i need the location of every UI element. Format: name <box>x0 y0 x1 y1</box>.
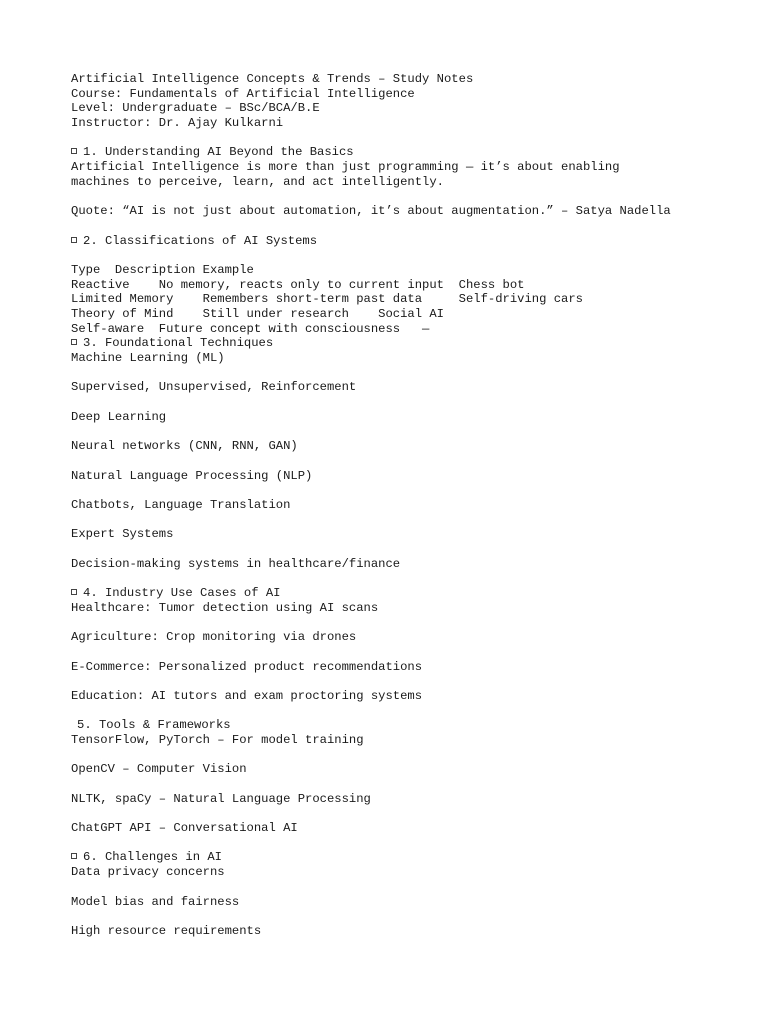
spacer <box>71 909 751 924</box>
section-1-text-line-1: Artificial Intelligence is more than just programming — it’s about enabling <box>71 160 620 175</box>
table-row: Limited Memory Remembers short-term past data Self-driving cars <box>71 292 583 307</box>
spacer <box>71 425 751 440</box>
list-item: Expert Systems <box>71 527 174 542</box>
spacer <box>71 615 751 630</box>
list-item: TensorFlow, PyTorch – For model training <box>71 732 364 747</box>
list-item: Natural Language Processing (NLP) <box>71 468 313 483</box>
document-body <box>71 72 751 939</box>
spacer <box>71 248 751 263</box>
table-header: Type Description Example <box>71 262 254 277</box>
spacer <box>71 777 751 792</box>
square-bullet-icon <box>71 237 77 243</box>
list-item: Chatbots, Language Translation <box>71 497 291 512</box>
section-6-heading: 6. Challenges in AI <box>71 850 751 865</box>
list-item: Healthcare: Tumor detection using AI scans <box>71 600 379 615</box>
list-item: Agriculture: Crop monitoring via drones <box>71 630 357 645</box>
list-item: OpenCV – Computer Vision <box>71 762 247 777</box>
spacer <box>71 513 751 528</box>
spacer <box>71 806 751 821</box>
square-bullet-icon <box>71 853 77 859</box>
spacer <box>71 880 751 895</box>
list-item: Deep Learning <box>71 409 167 424</box>
square-bullet-icon <box>71 148 77 154</box>
list-item: Machine Learning (ML) <box>71 351 225 366</box>
list-item: Supervised, Unsupervised, Reinforcement <box>71 380 357 395</box>
list-item: NLTK, spaCy – Natural Language Processing <box>71 791 371 806</box>
list-item: Education: AI tutors and exam proctoring systems <box>71 688 423 703</box>
spacer <box>71 542 751 557</box>
spacer <box>71 645 751 660</box>
list-item: Data privacy concerns <box>71 865 225 880</box>
table-row: Self-aware Future concept with consciousness — <box>71 321 430 336</box>
spacer <box>71 571 751 586</box>
spacer <box>71 454 751 469</box>
quote-line: Quote: “AI is not just about automation, it’s about augmentation.” – Satya Nadella <box>71 204 671 219</box>
section-1-heading: 1. Understanding AI Beyond the Basics <box>71 145 751 160</box>
list-item: ChatGPT API – Conversational AI <box>71 821 298 836</box>
spacer <box>71 748 751 763</box>
doc-title: Artificial Intelligence Concepts & Trends – Study Notes <box>71 72 474 86</box>
list-item: Decision-making systems in healthcare/finance <box>71 556 401 571</box>
square-bullet-icon <box>71 589 77 595</box>
spacer <box>71 219 751 234</box>
spacer <box>71 836 751 851</box>
spacer <box>71 483 751 498</box>
spacer <box>71 395 751 410</box>
spacer <box>71 190 751 205</box>
spacer <box>71 674 751 689</box>
spacer <box>71 366 751 381</box>
spacer <box>71 704 751 719</box>
table-row: Reactive No memory, reacts only to current input Chess bot <box>71 277 525 292</box>
level-line: Level: Undergraduate – BSc/BCA/B.E <box>71 101 320 116</box>
section-2-heading: 2. Classifications of AI Systems <box>71 234 751 249</box>
section-1-text-line-2: machines to perceive, learn, and act intelligently. <box>71 174 444 189</box>
instructor-line: Instructor: Dr. Ajay Kulkarni <box>71 116 284 131</box>
spacer <box>71 131 751 146</box>
section-3-heading: 3. Foundational Techniques <box>71 336 751 351</box>
course-line: Course: Fundamentals of Artificial Intelligence <box>71 86 415 101</box>
list-item: High resource requirements <box>71 923 262 938</box>
section-5-heading: 5. Tools & Frameworks <box>77 718 231 733</box>
list-item: Model bias and fairness <box>71 894 240 909</box>
table-row: Theory of Mind Still under research Social AI <box>71 307 444 321</box>
list-item: Neural networks (CNN, RNN, GAN) <box>71 439 298 454</box>
square-bullet-icon <box>71 339 77 345</box>
section-4-heading: 4. Industry Use Cases of AI <box>71 586 751 601</box>
list-item: E-Commerce: Personalized product recommendations <box>71 659 423 674</box>
